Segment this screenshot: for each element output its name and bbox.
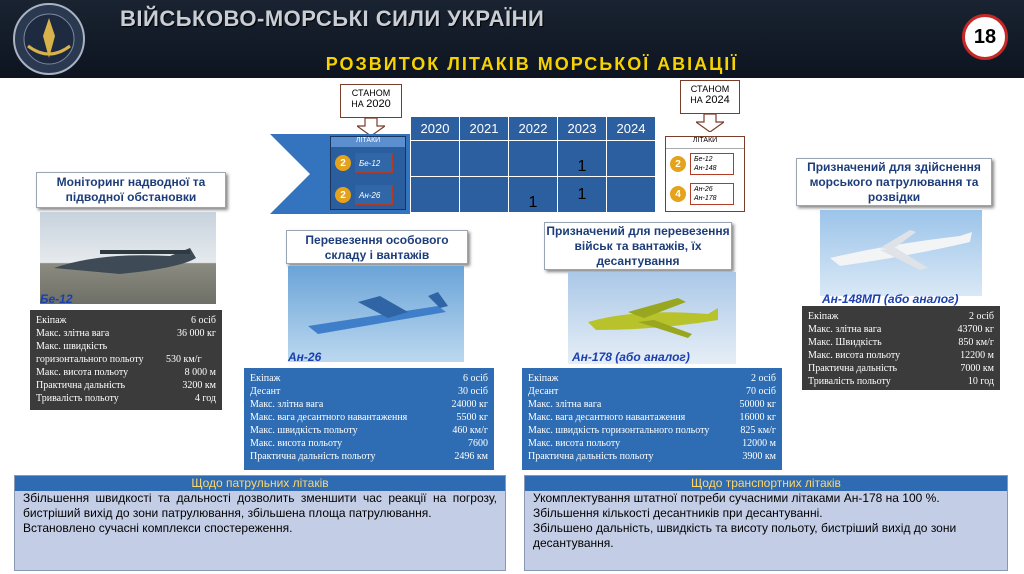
aircraft-name: Ан-148 [694, 165, 717, 172]
aircraft-name: Бе-12 [355, 153, 393, 173]
an148-plane-icon [820, 210, 982, 296]
status-2024-box [680, 80, 740, 114]
list-item [331, 181, 405, 209]
transport-summary-text: Збільшено дальність, швидкість та висоту польоту, бистріший вихід до зони десантування. [533, 521, 957, 550]
aircraft-list-2024 [665, 136, 745, 212]
spec-row: Макс. вага десантного навантаження 16000 кг [528, 412, 776, 423]
an26-spec-panel [244, 368, 494, 470]
transport-aircraft-summary [524, 475, 1008, 571]
table-row [411, 177, 656, 213]
aircraft-list-2024-header: ЛІТАКИ [666, 137, 744, 149]
table-cell [460, 177, 509, 213]
an148-photo [820, 210, 982, 296]
spec-row: Макс. злітна вага 50000 кг [528, 399, 776, 410]
spec-row: Макс. висота польоту 12000 м [528, 438, 776, 449]
be12-plane-icon [40, 212, 216, 304]
table-cell [411, 177, 460, 213]
spec-row: Десант 30 осіб [250, 386, 488, 397]
aircraft-name: Бе-12 [694, 156, 713, 163]
transport-summary-heading: Щодо транспортних літаків [525, 476, 1007, 491]
table-row [411, 141, 656, 177]
spec-row: Практична дальність 3200 км [36, 380, 216, 391]
spec-row: Макс. висота польоту 12200 м [808, 350, 994, 361]
be12-spec-panel [30, 310, 222, 410]
status-2020-line1: СТАНОМ [351, 88, 391, 98]
an178-label: Ан-178 (або аналог) [572, 350, 690, 364]
aircraft-list-2020-header: ЛІТАКИ [331, 137, 405, 147]
delivery-timeline-table [410, 116, 656, 213]
page-number: 18 [973, 25, 997, 48]
count-badge: 2 [335, 155, 351, 171]
year-header: 2022 [509, 117, 558, 141]
aircraft-names [690, 183, 734, 205]
spec-row: Макс. злітна вага 43700 кг [808, 324, 994, 335]
spec-row: Макс. вага десантного навантаження 5500 кг [250, 412, 488, 423]
an26-photo [288, 266, 464, 362]
spec-row: Тривалість польоту 10 год [808, 376, 994, 387]
header-bar [0, 0, 1024, 78]
spec-row: Екіпаж 2 осіб [528, 373, 776, 384]
table-cell: 1 [558, 141, 607, 177]
be12-caption: Моніторинг надводної та підводної обстановки [36, 172, 226, 208]
be12-photo [40, 212, 216, 304]
table-cell: 1 [509, 177, 558, 213]
status-2020-box [340, 84, 402, 118]
spec-row: Макс. швидкість польоту 460 км/г [250, 425, 488, 436]
patrol-summary-text: Встановлено сучасні комплекси спостереження. [23, 521, 293, 535]
list-item [331, 149, 405, 177]
spec-row: Макс. швидкість горизонтального польоту 825 км/г [528, 425, 776, 436]
table-cell: 1 [558, 177, 607, 213]
year-header: 2024 [607, 117, 656, 141]
spec-row: Практична дальність польоту 3900 км [528, 451, 776, 462]
spec-row: Макс. швидкість горизонтального польоту 530 км/г [36, 341, 202, 365]
spec-row: Макс. злітна вага 36 000 кг [36, 328, 216, 339]
spec-row: Тривалість польоту 4 год [36, 393, 216, 404]
table-cell [460, 141, 509, 177]
an148-caption: Призначений для здійснення морського патрулювання та розвідки [796, 158, 992, 206]
an26-caption: Перевезення особового складу і вантажів [286, 230, 468, 264]
spec-row: Макс. Швидкість 850 км/г [808, 337, 994, 348]
aircraft-name: Ан-178 [694, 195, 717, 202]
status-2024-line1: СТАНОМ [690, 84, 730, 94]
page-subtitle: РОЗВИТОК ЛІТАКІВ МОРСЬКОЇ АВІАЦІЇ [325, 54, 739, 74]
spec-row: Десант 70 осіб [528, 386, 776, 397]
an178-caption: Призначений для перевезення військ та вантажів, їх десантування [544, 222, 732, 270]
spec-row: Макс. висота польоту 7600 [250, 438, 488, 449]
count-badge: 4 [670, 186, 686, 202]
table-cell [607, 177, 656, 213]
aircraft-names [690, 153, 734, 175]
spec-row: Макс. злітна вага 24000 кг [250, 399, 488, 410]
transport-summary-text: Збільшення кількості десантників при десантуванні. [533, 506, 823, 520]
status-2020-line2: НА 2020 [351, 98, 391, 110]
list-item [666, 179, 744, 209]
status-2024-line2: НА 2024 [690, 94, 730, 106]
aircraft-name: Ан-26 [355, 185, 393, 205]
spec-row: Практична дальність 7000 км [808, 363, 994, 374]
timeline-header-row [411, 117, 656, 141]
count-badge: 2 [335, 187, 351, 203]
year-header: 2020 [411, 117, 460, 141]
spec-row: Екіпаж 6 осіб [250, 373, 488, 384]
an148-spec-panel [802, 306, 1000, 390]
table-cell [607, 141, 656, 177]
an26-plane-icon [288, 266, 464, 362]
patrol-summary-text: Збільшення швидкості та дальності дозволить зменшити час реакції на погрозу, бистріший вихід до зони патрулювання, збільшена площа патрулювання. [23, 491, 497, 520]
spec-row: Практична дальність польоту 2496 км [250, 451, 488, 462]
an178-spec-panel [522, 368, 782, 470]
year-header: 2021 [460, 117, 509, 141]
count-badge: 2 [670, 156, 686, 172]
an148-label: Ан-148МП (або аналог) [822, 292, 959, 306]
page-title: ВІЙСЬКОВО-МОРСЬКІ СИЛИ УКРАЇНИ [120, 6, 545, 31]
spec-row: Екіпаж 2 осіб [808, 311, 994, 322]
year-header: 2023 [558, 117, 607, 141]
aircraft-name: Ан-26 [694, 186, 713, 193]
status-2024-arrow-icon [696, 114, 724, 132]
patrol-summary-heading: Щодо патрульних літаків [15, 476, 505, 491]
table-cell [509, 141, 558, 177]
spec-row: Екіпаж 6 осіб [36, 315, 216, 326]
be12-label: Бе-12 [40, 292, 73, 306]
spec-row: Макс. висота польоту 8 000 м [36, 367, 216, 378]
table-cell [411, 141, 460, 177]
transport-summary-text: Укомплектування штатної потреби сучасними літаками Ан-178 на 100 %. [533, 491, 940, 505]
aircraft-list-2020 [330, 136, 406, 210]
an26-label: Ан-26 [288, 350, 322, 364]
list-item [666, 149, 744, 179]
page-number-badge [962, 14, 1008, 60]
patrol-aircraft-summary [14, 475, 506, 571]
